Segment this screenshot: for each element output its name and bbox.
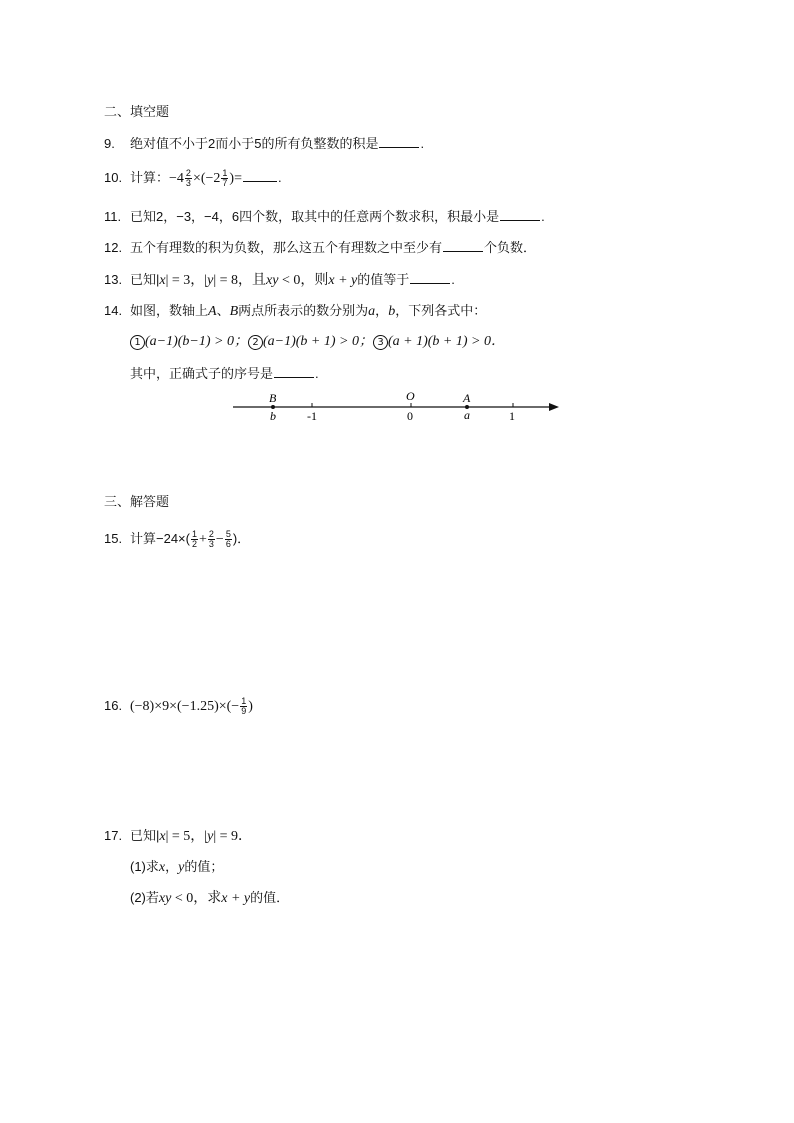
label-O: O — [406, 389, 415, 403]
math-expression: | = 9． — [213, 829, 253, 844]
punctuation: . — [541, 209, 545, 224]
question-text: 计算−24×( — [130, 531, 190, 546]
question-17 — [104, 827, 252, 846]
option-marker-3: 3 — [373, 335, 388, 350]
answer-blank — [243, 168, 277, 182]
question-number: 11. — [104, 209, 122, 224]
math-expression: −4 — [169, 171, 184, 186]
question-14-prompt — [130, 364, 319, 383]
fraction: $\frac{5}{6}$ — [225, 529, 231, 550]
option-marker-2: 2 — [248, 335, 263, 350]
math-expression: ×(−2 — [192, 171, 221, 186]
question-number: 15. — [104, 531, 123, 546]
question-text: 已知| — [130, 272, 160, 287]
punctuation: ， — [375, 303, 389, 318]
math-var: a — [368, 304, 376, 319]
math-var: b — [388, 304, 396, 319]
section-title-fill-blanks: 二、填空题 — [104, 104, 170, 119]
fraction: $\frac{1}{7}$ — [222, 168, 228, 189]
question-14 — [104, 302, 486, 321]
option-marker-1: 1 — [130, 335, 145, 350]
math-expression: | = 3，| — [165, 273, 208, 288]
math-expression: (a + 1)(b + 1) > 0． — [388, 334, 505, 349]
question-text: 的值； — [184, 859, 224, 874]
answer-blank — [410, 270, 450, 284]
question-text: (1)求 — [130, 859, 159, 874]
question-15 — [104, 530, 250, 549]
punctuation: . — [277, 170, 282, 185]
question-text: (2)若 — [130, 890, 159, 905]
fraction: $\frac{1}{9}$ — [241, 696, 247, 717]
question-14-options — [130, 332, 505, 351]
label-B: B — [269, 391, 277, 405]
math-var: x — [159, 273, 166, 288]
number-line-arrow — [549, 403, 559, 411]
answer-blank — [379, 134, 419, 148]
question-text: 已知2，−3，−4，6四个数，取其中的任意两个数求积，积最小是 — [130, 209, 500, 224]
math-expression: (−8)×9×(−1.25)×(− — [130, 699, 240, 714]
question-number: 9. — [104, 136, 115, 151]
question-number: 10. — [104, 170, 123, 185]
math-var: xy — [266, 273, 279, 288]
math-expression: < 0，求 — [171, 891, 222, 906]
math-var: x — [159, 829, 166, 844]
section-title-answers: 三、解答题 — [104, 494, 170, 509]
math-expression: (a−1)(b + 1) > 0； — [263, 334, 373, 349]
math-expression: (a−1)(b−1) > 0； — [145, 334, 248, 349]
question-text: 如图，数轴上 — [130, 303, 209, 318]
answer-blank — [274, 364, 314, 378]
punctuation: . — [315, 366, 319, 381]
punctuation: ， — [165, 859, 179, 874]
math-var: y — [207, 829, 214, 844]
label-A: A — [463, 391, 471, 405]
number-line — [225, 386, 570, 426]
punctuation: . — [420, 136, 425, 151]
math-expression: | = 8，且 — [213, 273, 267, 288]
math-expression: | = 5，| — [165, 829, 208, 844]
fraction: $\frac{2}{3}$ — [208, 529, 214, 550]
tick-label-minus-one: -1 — [307, 409, 317, 423]
question-12 — [104, 238, 536, 257]
answer-blank — [443, 238, 483, 252]
math-var: x — [158, 860, 166, 875]
question-10 — [104, 168, 282, 188]
question-text: 已知| — [130, 828, 160, 843]
question-16 — [104, 697, 253, 716]
question-11 — [104, 207, 545, 226]
question-text: 的值等于 — [357, 272, 410, 287]
tick-label-one: 1 — [509, 409, 515, 423]
label-a: a — [464, 408, 470, 422]
label-b: b — [270, 409, 276, 423]
math-operator: + — [199, 532, 207, 547]
question-number: 16. — [104, 698, 123, 713]
math-expression: ) — [248, 699, 253, 714]
tick-label-zero: 0 — [407, 409, 413, 423]
question-text: 绝对值不小于2而小于5的所有负整数的积是 — [130, 136, 379, 151]
math-operator: − — [215, 532, 224, 547]
question-text: 的值． — [250, 890, 290, 905]
question-text: 五个有理数的积为负数，那么这五个有理数之中至少有 — [130, 240, 443, 255]
math-var: xy — [158, 891, 172, 906]
math-expression: x + y — [221, 891, 251, 906]
math-var: A — [208, 304, 217, 319]
question-9 — [104, 134, 424, 153]
math-var: y — [178, 860, 185, 875]
math-expression: x + y — [328, 273, 358, 288]
math-expression: < 0，则 — [278, 273, 329, 288]
fraction: $\frac{2}{3}$ — [185, 168, 191, 189]
question-text: ，下列各式中： — [395, 303, 487, 318]
punctuation: 、 — [216, 303, 230, 318]
question-number: 12. — [104, 240, 123, 255]
question-text: 计算： — [130, 170, 170, 185]
question-text: 两点所表示的数分别为 — [238, 303, 369, 318]
math-var: y — [207, 273, 214, 288]
answer-blank — [500, 207, 540, 221]
question-number: 17. — [104, 828, 123, 843]
question-17-part-1 — [130, 858, 223, 877]
fraction: $\frac{1}{2}$ — [191, 529, 197, 550]
question-13 — [104, 270, 455, 290]
question-text: 个负数． — [484, 240, 537, 255]
math-var: B — [229, 304, 239, 319]
question-number: 13. — [104, 272, 123, 287]
question-number: 14. — [104, 303, 123, 318]
question-text: 其中，正确式子的序号是 — [130, 366, 274, 381]
question-17-part-2 — [130, 889, 289, 908]
punctuation: )． — [232, 531, 251, 546]
math-expression: )= — [229, 171, 242, 186]
punctuation: . — [451, 272, 455, 287]
